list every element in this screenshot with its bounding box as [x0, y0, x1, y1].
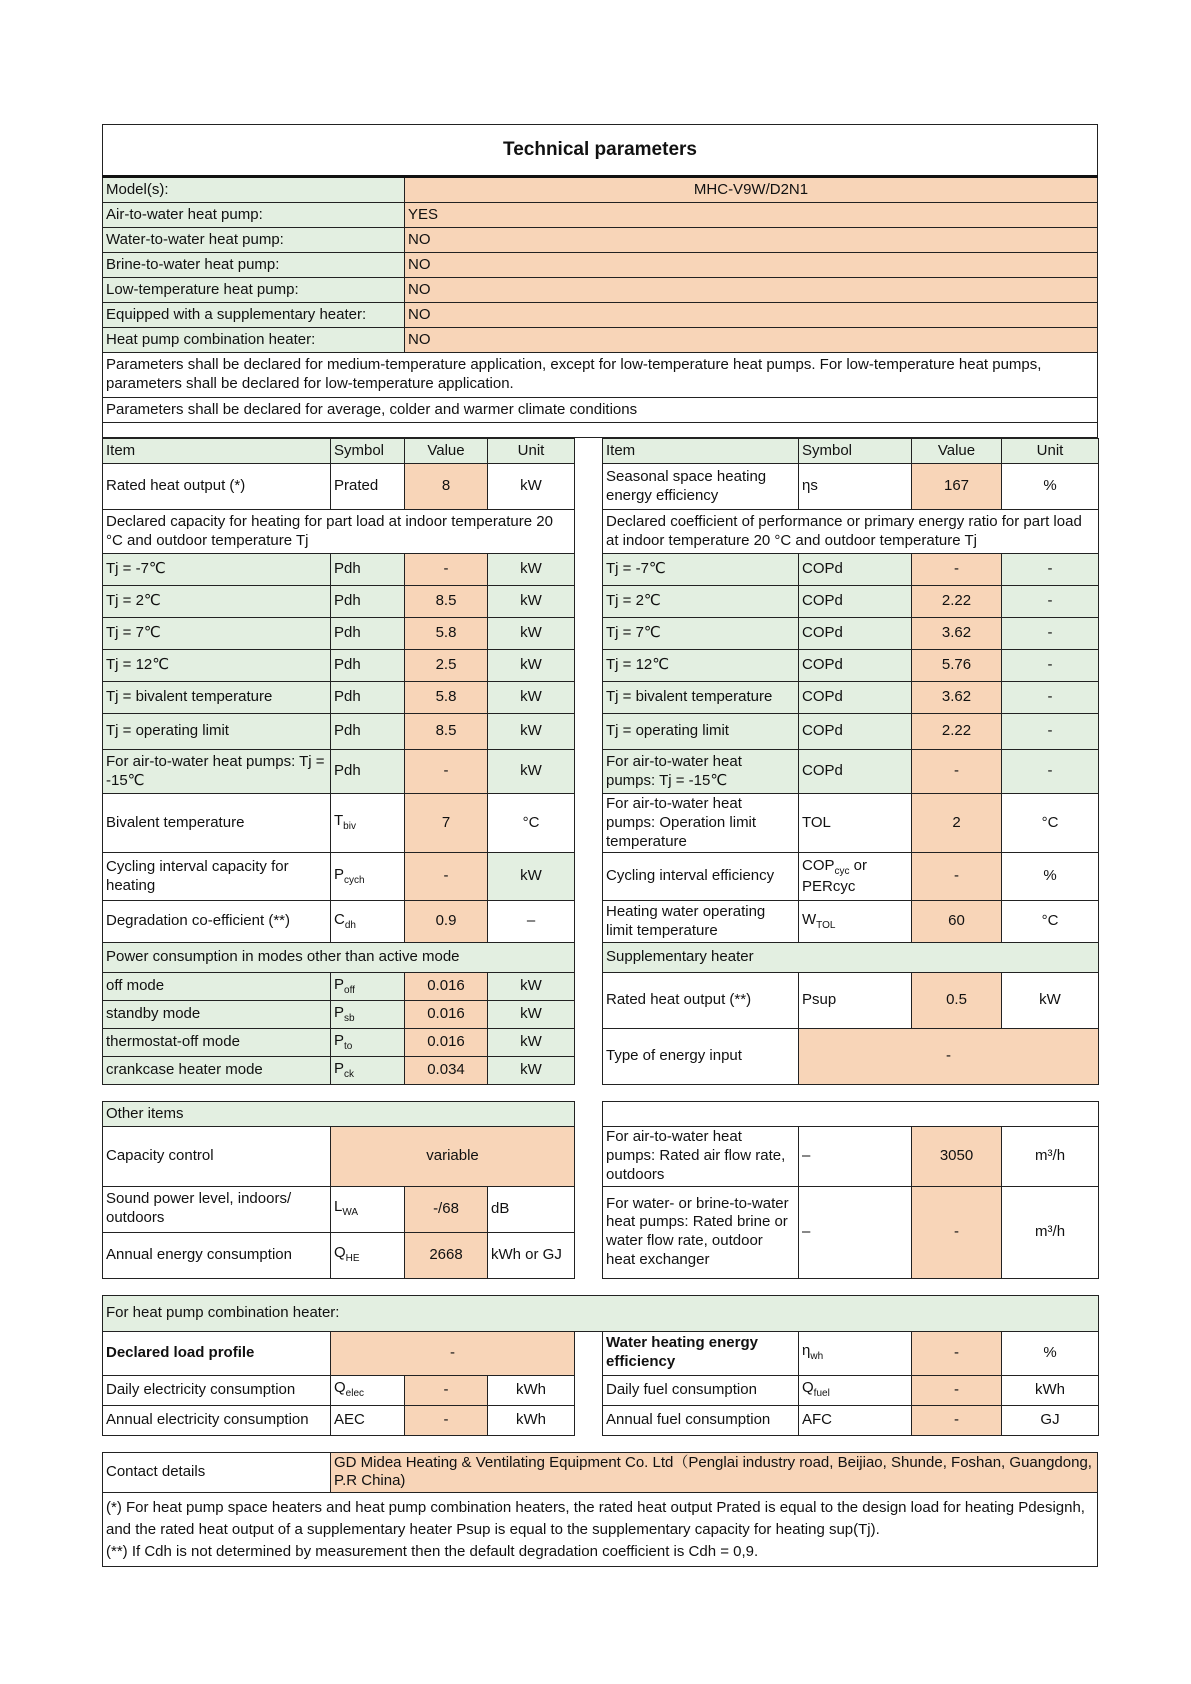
power-mode-symbol: $P_{to}$ — [331, 1029, 405, 1057]
annual-electricity-label: Annual electricity consumption — [103, 1405, 331, 1435]
brine-flow-value: - — [912, 1186, 1002, 1278]
aec-symbol: AEC — [331, 1405, 405, 1435]
gap — [575, 439, 603, 464]
aec-value: - — [405, 1405, 488, 1435]
tj-unit: kW — [488, 618, 575, 650]
tj-symbol: COPd — [799, 618, 912, 650]
gap — [575, 943, 603, 973]
prated-symbol: Prated — [331, 464, 405, 510]
power-mode-item: thermostat-off mode — [103, 1029, 331, 1057]
copcyc-unit: % — [1002, 853, 1099, 901]
other-items-header: Other items — [103, 1102, 575, 1127]
annual-energy-label: Annual energy consumption — [103, 1232, 331, 1278]
contact-table — [102, 1452, 1098, 1568]
brine-flow-label: For water- or brine-to-water heat pumps: Rated brine or water flow rate, outdoor heat exchanger — [603, 1186, 799, 1278]
tj-value: 5.8 — [405, 682, 488, 714]
gap — [575, 1375, 603, 1405]
yesno-value: NO — [405, 303, 1098, 328]
power-mode-value: 0.034 — [405, 1057, 488, 1085]
tbiv-unit: °C — [488, 794, 575, 853]
header-item: Item — [103, 439, 331, 464]
models-label: Model(s): — [103, 177, 405, 203]
declared-cop-note: Declared coefficient of performance or primary energy ratio for part load at indoor temperature 20 °C and outdoor temperature Tj — [603, 510, 1099, 554]
power-mode-item: standby mode — [103, 1001, 331, 1029]
psup-symbol: Psup — [799, 973, 912, 1029]
psup-label: Rated heat output (**) — [603, 973, 799, 1029]
cdh-value: 0.9 — [405, 901, 488, 943]
tol-value: 2 — [912, 794, 1002, 853]
power-consumption-header: Power consumption in modes other than active mode — [103, 943, 575, 973]
gap — [575, 554, 603, 586]
aec-unit: kWh — [488, 1405, 575, 1435]
eta-wh-unit: % — [1002, 1331, 1099, 1375]
qfuel-symbol: $Q_{fuel}$ — [799, 1375, 912, 1405]
header-value: Value — [912, 439, 1002, 464]
tj-unit: - — [1002, 682, 1099, 714]
daily-fuel-label: Daily fuel consumption — [603, 1375, 799, 1405]
header-symbol: Symbol — [799, 439, 912, 464]
gap — [575, 1331, 603, 1375]
power-mode-value: 0.016 — [405, 1001, 488, 1029]
wtol-value: 60 — [912, 901, 1002, 943]
other-items-table — [102, 1101, 1099, 1278]
technical-parameters-sheet — [102, 124, 1098, 1567]
footnote-1: (*) For heat pump space heaters and heat pump combination heaters, the rated heat output Prated is equal to the design load for heating Pdesignh, and the rated heat output of a supplementary heater Psup is equal to the supplementary capacity for heating sup(Tj). — [106, 1499, 1085, 1538]
gap — [575, 464, 603, 510]
tj-value: 8.5 — [405, 586, 488, 618]
qelec-unit: kWh — [488, 1375, 575, 1405]
tj-value: - — [405, 750, 488, 794]
tj-unit: - — [1002, 714, 1099, 750]
tbiv-value: 7 — [405, 794, 488, 853]
degradation-label: Degradation co-efficient (**) — [103, 901, 331, 943]
tj-unit: - — [1002, 650, 1099, 682]
power-mode-unit: kW — [488, 1057, 575, 1085]
prated-unit: kW — [488, 464, 575, 510]
yesno-label: Low-temperature heat pump: — [103, 278, 405, 303]
yesno-value: NO — [405, 278, 1098, 303]
tj-value: 3.62 — [912, 618, 1002, 650]
footnote-2: (**) If Cdh is not determined by measurement then the default degradation coefficient is Cdh = 0,9. — [106, 1542, 759, 1560]
power-mode-value: 0.016 — [405, 973, 488, 1001]
gap — [575, 1029, 603, 1057]
tj-unit: kW — [488, 554, 575, 586]
cycling-capacity-label: Cycling interval capacity for heating — [103, 853, 331, 901]
power-mode-unit: kW — [488, 1029, 575, 1057]
cdh-unit: – — [488, 901, 575, 943]
eta-wh-value: - — [912, 1331, 1002, 1375]
tj-symbol: Pdh — [331, 554, 405, 586]
gap — [575, 1001, 603, 1029]
power-mode-item: crankcase heater mode — [103, 1057, 331, 1085]
pcych-value: - — [405, 853, 488, 901]
tj-value: 8.5 — [405, 714, 488, 750]
tj-unit: - — [1002, 554, 1099, 586]
tj-item: Tj = 12℃ — [103, 650, 331, 682]
tj-item: Tj = 7℃ — [603, 618, 799, 650]
airflow-value: 3050 — [912, 1127, 1002, 1186]
wtol-unit: °C — [1002, 901, 1099, 943]
yesno-value: NO — [405, 228, 1098, 253]
pcych-unit: kW — [488, 853, 575, 901]
seasonal-efficiency-label: Seasonal space heating energy efficiency — [603, 464, 799, 510]
tj-item: For air-to-water heat pumps: Tj = -15℃ — [603, 750, 799, 794]
copcyc-symbol: $COP_{cyc}$ or PERcyc — [799, 853, 912, 901]
tol-symbol: TOL — [799, 794, 912, 853]
qhe-symbol: $Q_{HE}$ — [331, 1232, 405, 1278]
other-items-blank — [603, 1102, 1099, 1127]
copcyc-value: - — [912, 853, 1002, 901]
tj-symbol: Pdh — [331, 618, 405, 650]
tj-value: 5.8 — [405, 618, 488, 650]
tj-symbol: COPd — [799, 750, 912, 794]
qfuel-unit: kWh — [1002, 1375, 1099, 1405]
tj-symbol: Pdh — [331, 714, 405, 750]
prated-value: 8 — [405, 464, 488, 510]
tj-symbol: Pdh — [331, 650, 405, 682]
eta-s-symbol: ηs — [799, 464, 912, 510]
tol-unit: °C — [1002, 794, 1099, 853]
brine-flow-symbol: – — [799, 1186, 912, 1278]
tj-item: Tj = bivalent temperature — [603, 682, 799, 714]
tj-symbol: Pdh — [331, 586, 405, 618]
energy-input-label: Type of energy input — [603, 1029, 799, 1085]
yesno-label: Equipped with a supplementary heater: — [103, 303, 405, 328]
tj-unit: - — [1002, 750, 1099, 794]
eta-s-unit: % — [1002, 464, 1099, 510]
tj-value: 2.22 — [912, 714, 1002, 750]
header-item: Item — [603, 439, 799, 464]
water-heating-efficiency-label: Water heating energy efficiency — [603, 1331, 799, 1375]
qelec-value: - — [405, 1375, 488, 1405]
airflow-symbol: – — [799, 1127, 912, 1186]
gap — [575, 1127, 603, 1186]
capacity-control-value: variable — [331, 1127, 575, 1186]
spacer-row — [103, 423, 1098, 438]
header-unit: Unit — [1002, 439, 1099, 464]
note-climate: Parameters shall be declared for average, colder and warmer climate conditions — [103, 398, 1098, 423]
tj-unit: kW — [488, 586, 575, 618]
gap — [575, 650, 603, 682]
supplementary-heater-header: Supplementary heater — [603, 943, 1099, 973]
tj-value: 3.62 — [912, 682, 1002, 714]
gap — [575, 618, 603, 650]
qelec-symbol: $Q_{elec}$ — [331, 1375, 405, 1405]
lwa-unit: dB — [488, 1186, 575, 1232]
tbiv-symbol: $T_{biv}$ — [331, 794, 405, 853]
yesno-label: Water-to-water heat pump: — [103, 228, 405, 253]
daily-electricity-label: Daily electricity consumption — [103, 1375, 331, 1405]
gap — [575, 1102, 603, 1127]
psup-value: 0.5 — [912, 973, 1002, 1029]
qhe-value: 2668 — [405, 1232, 488, 1278]
tj-item: Tj = operating limit — [103, 714, 331, 750]
tj-item: Tj = operating limit — [603, 714, 799, 750]
note-application: Parameters shall be declared for medium-temperature application, except for low-temperature heat pumps. For low-temperature heat pumps, parameters shall be declared for low-temperature application. — [103, 353, 1098, 398]
afc-unit: GJ — [1002, 1405, 1099, 1435]
rated-heat-output-label: Rated heat output (*) — [103, 464, 331, 510]
model-table — [102, 124, 1098, 438]
load-profile-label: Declared load profile — [103, 1331, 331, 1375]
tj-unit: - — [1002, 618, 1099, 650]
tj-value: - — [912, 750, 1002, 794]
lwa-value: -/68 — [405, 1186, 488, 1232]
cdh-symbol: $C_{dh}$ — [331, 901, 405, 943]
tj-item: Tj = bivalent temperature — [103, 682, 331, 714]
power-mode-item: off mode — [103, 973, 331, 1001]
gap — [575, 794, 603, 853]
tj-symbol: COPd — [799, 682, 912, 714]
contact-label: Contact details — [103, 1452, 331, 1493]
qfuel-value: - — [912, 1375, 1002, 1405]
yesno-label: Heat pump combination heater: — [103, 328, 405, 353]
power-mode-symbol: $P_{sb}$ — [331, 1001, 405, 1029]
power-mode-symbol: $P_{ck}$ — [331, 1057, 405, 1085]
annual-fuel-label: Annual fuel consumption — [603, 1405, 799, 1435]
gap — [575, 1232, 603, 1278]
combination-heater-table — [102, 1295, 1099, 1436]
capacity-control-label: Capacity control — [103, 1127, 331, 1186]
eta-s-value: 167 — [912, 464, 1002, 510]
tj-unit: kW — [488, 714, 575, 750]
contact-value: GD Midea Heating & Ventilating Equipment Co. Ltd（Penglai industry road, Beijiao, Shunde, Foshan, Guangdong, P.R China) — [331, 1452, 1098, 1493]
bivalent-temp-label: Bivalent temperature — [103, 794, 331, 853]
pcych-symbol: $P_{cych}$ — [331, 853, 405, 901]
tj-unit: kW — [488, 682, 575, 714]
cycling-efficiency-label: Cycling interval efficiency — [603, 853, 799, 901]
power-mode-symbol: $P_{off}$ — [331, 973, 405, 1001]
combination-heater-header: For heat pump combination heater: — [103, 1295, 1099, 1331]
tj-item: Tj = -7℃ — [603, 554, 799, 586]
power-mode-unit: kW — [488, 973, 575, 1001]
afc-symbol: AFC — [799, 1405, 912, 1435]
tj-symbol: COPd — [799, 650, 912, 682]
model-value: MHC-V9W/D2N1 — [405, 177, 1098, 203]
yesno-value: NO — [405, 253, 1098, 278]
tj-symbol: COPd — [799, 554, 912, 586]
tj-unit: kW — [488, 750, 575, 794]
tj-item: Tj = 2℃ — [603, 586, 799, 618]
tol-label: For air-to-water heat pumps: Operation limit temperature — [603, 794, 799, 853]
gap — [575, 1186, 603, 1232]
header-value: Value — [405, 439, 488, 464]
afc-value: - — [912, 1405, 1002, 1435]
tj-value: 2.22 — [912, 586, 1002, 618]
gap — [575, 1057, 603, 1085]
tj-symbol: COPd — [799, 714, 912, 750]
gap — [575, 510, 603, 554]
header-unit: Unit — [488, 439, 575, 464]
gap — [575, 750, 603, 794]
yesno-value: NO — [405, 328, 1098, 353]
airflow-label: For air-to-water heat pumps: Rated air flow rate, outdoors — [603, 1127, 799, 1186]
yesno-label: Air-to-water heat pump: — [103, 203, 405, 228]
tj-unit: - — [1002, 586, 1099, 618]
tj-item: Tj = 7℃ — [103, 618, 331, 650]
wtol-symbol: $W_{TOL}$ — [799, 901, 912, 943]
tj-symbol: Pdh — [331, 750, 405, 794]
brine-flow-unit: m³/h — [1002, 1186, 1099, 1278]
energy-input-value: - — [799, 1029, 1099, 1085]
lwa-symbol: $L_{WA}$ — [331, 1186, 405, 1232]
qhe-unit: kWh or GJ — [488, 1232, 575, 1278]
airflow-unit: m³/h — [1002, 1127, 1099, 1186]
sound-power-label: Sound power level, indoors/ outdoors — [103, 1186, 331, 1232]
tj-value: 2.5 — [405, 650, 488, 682]
tj-value: 5.76 — [912, 650, 1002, 682]
tj-value: - — [912, 554, 1002, 586]
gap — [575, 901, 603, 943]
wtol-label: Heating water operating limit temperature — [603, 901, 799, 943]
declared-capacity-note: Declared capacity for heating for part load at indoor temperature 20 °C and outdoor temperature Tj — [103, 510, 575, 554]
yesno-label: Brine-to-water heat pump: — [103, 253, 405, 278]
eta-wh-symbol: $\eta_{wh}$ — [799, 1331, 912, 1375]
yesno-value: YES — [405, 203, 1098, 228]
header-symbol: Symbol — [331, 439, 405, 464]
tj-item: Tj = 2℃ — [103, 586, 331, 618]
page-title: Technical parameters — [103, 125, 1098, 177]
footnotes — [103, 1493, 1098, 1567]
tj-item: Tj = 12℃ — [603, 650, 799, 682]
power-mode-value: 0.016 — [405, 1029, 488, 1057]
load-profile-value: - — [331, 1331, 575, 1375]
gap — [575, 714, 603, 750]
gap — [575, 973, 603, 1001]
power-mode-unit: kW — [488, 1001, 575, 1029]
parameters-table — [102, 438, 1099, 1085]
tj-symbol: COPd — [799, 586, 912, 618]
tj-symbol: Pdh — [331, 682, 405, 714]
tj-unit: kW — [488, 650, 575, 682]
gap — [575, 586, 603, 618]
tj-value: - — [405, 554, 488, 586]
tj-item: Tj = -7℃ — [103, 554, 331, 586]
gap — [575, 682, 603, 714]
psup-unit: kW — [1002, 973, 1099, 1029]
gap — [575, 1405, 603, 1435]
tj-item: For air-to-water heat pumps: Tj = -15℃ — [103, 750, 331, 794]
gap — [575, 853, 603, 901]
